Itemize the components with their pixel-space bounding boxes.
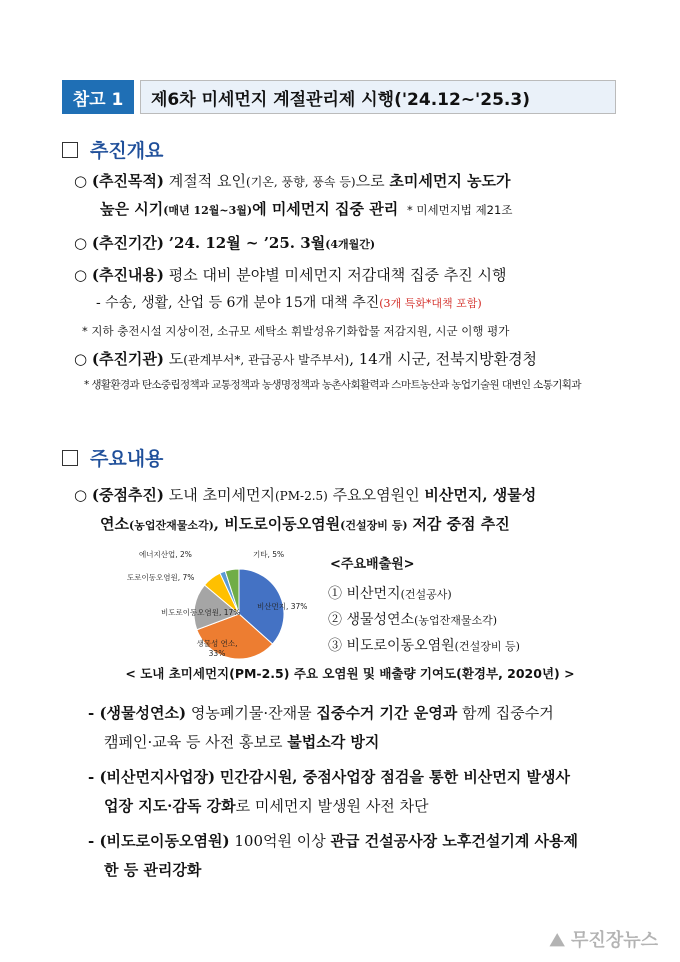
- item-dust-line-1: - (비산먼지사업장) 민간감시원, 중점사업장 점검을 통한 비산먼지 발생사: [88, 768, 570, 786]
- reference-label: 참고 1: [62, 80, 134, 114]
- pie-slice-label: 비산먼지, 37%: [257, 602, 308, 611]
- org-note: * 생활환경과 탄소중립정책과 교통정책과 농생명정책과 농촌사회활력과 스마트농산과 농업기술원 대변인 소통기획과: [84, 379, 581, 391]
- page-title: 제6차 미세먼지 계절관리제 시행('24.12~'25.3): [140, 80, 616, 114]
- org-line: ○ (추진기관) 도(관계부서*, 관급공사 발주부서), 14개 시군, 전북지방환경청: [74, 350, 538, 368]
- item-dust-line-2: 업장 지도·감독 강화로 미세먼지 발생원 사전 차단: [104, 797, 429, 815]
- pie-slice-label: 기타, 5%: [253, 550, 285, 559]
- watermark-logo: ⛰ 무진장뉴스: [549, 930, 658, 951]
- focus-line-1: ○ (중점추진) 도내 초미세먼지(PM-2.5) 주요오염원인 비산먼지, 생물성: [74, 486, 537, 504]
- item-offroad-line-1: - (비도로이동오염원) 100억원 이상 관급 건설공사장 노후건설기계 사용제: [88, 832, 579, 850]
- purpose-line-2: 높은 시기(매년 12월~3월)에 미세먼지 집중 관리 * 미세먼지법 제21조: [100, 200, 513, 218]
- item-biomass-line-1: - (생물성연소) 영농폐기물·잔재물 집중수거 기간 운영과 함께 집중수거: [88, 704, 554, 722]
- pie-chart: [110, 545, 315, 665]
- content-line: ○ (추진내용) 평소 대비 분야별 미세먼지 저감대책 집중 추진 시행: [74, 266, 507, 284]
- chart-caption: < 도내 초미세먼지(PM-2.5) 주요 오염원 및 배출량 기여도(환경부, 2020년) >: [125, 666, 575, 681]
- legend-title: <주요배출원>: [330, 557, 415, 572]
- section-heading-overview: 추진개요: [62, 136, 163, 163]
- purpose-line-1: ○ (추진목적) 계절적 요인(기온, 풍향, 풍속 등)으로 초미세먼지 농도가: [74, 172, 511, 190]
- checkbox-square-icon: [62, 450, 78, 466]
- checkbox-square-icon: [62, 142, 78, 158]
- legend-item-1: ① 비산먼지(건설공사): [328, 586, 452, 602]
- pie-slice-label: 도로이동오염원, 7%: [127, 573, 195, 582]
- content-sub-line: - 수송, 생활, 산업 등 6개 분야 15개 대책 추진(3개 특화*대책 포함): [96, 295, 482, 311]
- focus-line-2: 연소(농업잔재물소각), 비도로이동오염원(건설장비 등) 저감 중점 추진: [100, 515, 510, 533]
- section-heading-main: 주요내용: [62, 444, 163, 471]
- pie-slice-label: 생물성 연소, 33%: [196, 639, 238, 658]
- pie-slice-label: 비도로이동오염원, 17%: [161, 608, 241, 617]
- period-line: ○ (추진기간) ’24. 12월 ~ ’25. 3월(4개월간): [74, 234, 376, 252]
- pie-slice-label: 에너지산업, 2%: [139, 550, 192, 559]
- content-note: * 지하 충전시설 지상이전, 소규모 세탁소 휘발성유기화합물 저감지원, 시군 이행 평가: [82, 324, 510, 338]
- legend-item-3: ③ 비도로이동오염원(건설장비 등): [328, 638, 520, 654]
- legend-item-2: ② 생물성연소(농업잔재물소각): [328, 612, 498, 628]
- item-biomass-line-2: 캠페인·교육 등 사전 홍보로 불법소각 방지: [104, 733, 380, 751]
- item-offroad-line-2: 한 등 관리강화: [104, 861, 202, 879]
